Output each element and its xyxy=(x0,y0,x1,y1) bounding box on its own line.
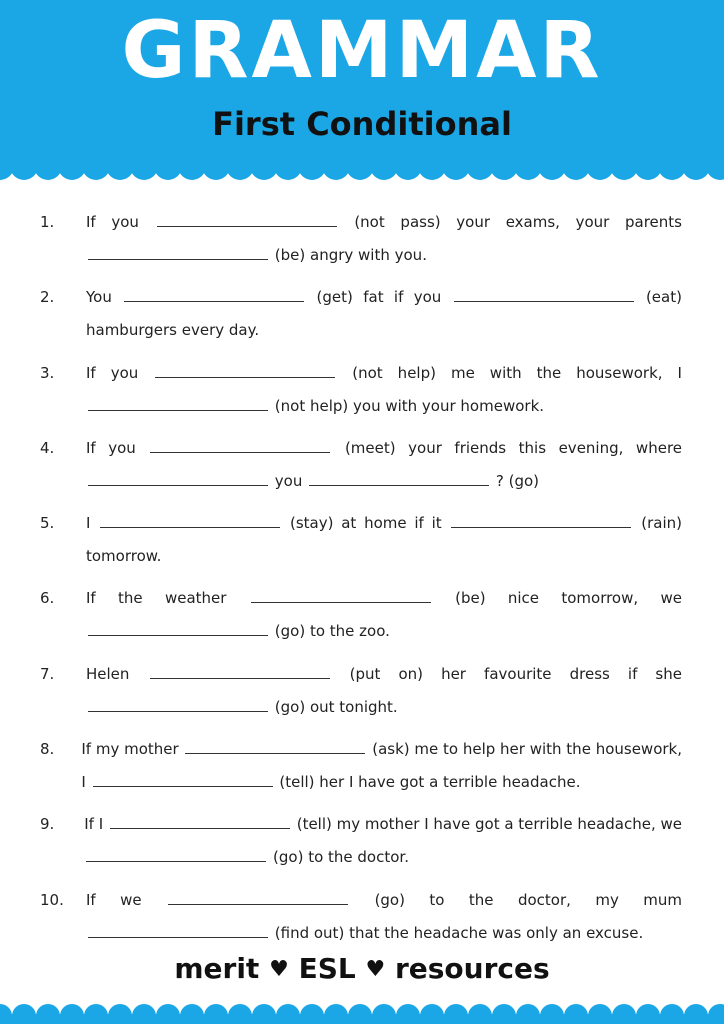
header-scallop xyxy=(346,152,374,180)
bottom-scallop xyxy=(420,1004,444,1024)
header-scallop xyxy=(610,152,638,180)
bottom-scallop xyxy=(276,1004,300,1024)
exercise-number: 3. xyxy=(40,363,55,382)
bottom-scallop xyxy=(204,1004,228,1024)
exercise-text-segment: (find out) that the headache was only an excuse. xyxy=(274,923,644,942)
header-scallop xyxy=(250,152,278,180)
bottom-scallop xyxy=(324,1004,348,1024)
exercise-text-segment: (stay) at home if it xyxy=(290,514,442,533)
exercise-item xyxy=(40,733,682,808)
exercise-text xyxy=(86,281,682,356)
answer-blank[interactable] xyxy=(454,287,634,302)
exercise-text xyxy=(86,582,682,657)
header-scallop xyxy=(274,152,302,180)
exercise-line xyxy=(86,658,682,691)
exercise-line xyxy=(86,540,682,573)
exercise-text-segment: Helen xyxy=(86,664,130,683)
answer-blank[interactable] xyxy=(451,513,631,528)
exercise-text-segment: hamburgers every day. xyxy=(86,321,260,340)
answer-blank[interactable] xyxy=(88,396,268,411)
bottom-wave-border xyxy=(0,1000,724,1024)
exercise-text xyxy=(81,733,682,808)
bottom-scallop xyxy=(108,1004,132,1024)
bottom-scallop xyxy=(708,1004,724,1024)
exercise-line xyxy=(86,432,682,465)
exercise-text xyxy=(86,658,682,733)
exercise-item xyxy=(40,357,682,432)
exercise-text-segment: you xyxy=(274,471,303,490)
answer-blank[interactable] xyxy=(185,739,365,754)
bottom-scallop xyxy=(540,1004,564,1024)
bottom-scallop xyxy=(228,1004,252,1024)
answer-blank[interactable] xyxy=(88,471,268,486)
answer-blank[interactable] xyxy=(88,697,268,712)
exercise-number: 10. xyxy=(40,890,64,909)
header-scallop xyxy=(106,152,134,180)
exercise-line xyxy=(86,314,682,347)
exercise-number: 5. xyxy=(40,514,55,533)
header-scallop xyxy=(682,152,710,180)
header-scallop xyxy=(634,152,662,180)
footer-word-merit: merit xyxy=(174,952,260,985)
exercise-line xyxy=(86,507,682,540)
bottom-scallop xyxy=(588,1004,612,1024)
footer-word-esl: ESL xyxy=(298,952,356,985)
header-scallop xyxy=(34,152,62,180)
exercise-text-segment: (go) out tonight. xyxy=(274,697,398,716)
exercise-line xyxy=(86,281,682,314)
header-scallop xyxy=(490,152,518,180)
header-scallop xyxy=(202,152,230,180)
bottom-scallop xyxy=(36,1004,60,1024)
exercise-item xyxy=(40,206,682,281)
bottom-scallop xyxy=(636,1004,660,1024)
bottom-scallop xyxy=(396,1004,420,1024)
exercise-item xyxy=(40,432,682,507)
exercise-line xyxy=(86,465,682,498)
exercise-text-segment: If you xyxy=(86,213,139,231)
exercise-number: 4. xyxy=(40,438,55,457)
answer-blank[interactable] xyxy=(150,438,330,453)
exercise-line xyxy=(86,582,682,615)
exercise-line xyxy=(86,390,682,423)
answer-blank[interactable] xyxy=(110,814,290,829)
header-scallop xyxy=(178,152,206,180)
exercise-item xyxy=(40,507,682,582)
exercise-text-segment: (be) angry with you. xyxy=(274,246,427,264)
exercise-text-segment: If my mother xyxy=(81,740,179,759)
heart-icon: ♥ xyxy=(365,957,386,982)
bottom-scallop xyxy=(516,1004,540,1024)
exercise-line xyxy=(86,357,682,390)
bottom-scallop xyxy=(684,1004,708,1024)
header-scallop xyxy=(370,152,398,180)
header-scallop xyxy=(130,152,158,180)
bottom-scallop xyxy=(300,1004,324,1024)
exercise-text-segment: If we xyxy=(86,890,142,909)
exercise-number: 9. xyxy=(40,815,55,834)
exercise-line xyxy=(86,917,682,950)
answer-blank[interactable] xyxy=(88,245,268,260)
exercise-line xyxy=(86,206,682,239)
exercise-text-segment: (get) fat if you xyxy=(316,288,442,307)
bottom-scallop xyxy=(468,1004,492,1024)
exercise-item xyxy=(40,281,682,356)
exercise-text-segment: I xyxy=(81,773,86,792)
bottom-scallop xyxy=(0,1004,12,1024)
answer-blank[interactable] xyxy=(124,287,304,302)
exercise-item xyxy=(40,884,682,959)
exercise-text-segment: (meet) your friends this evening, where xyxy=(344,438,683,457)
bottom-scallop xyxy=(612,1004,636,1024)
exercise-line xyxy=(86,615,682,648)
exercise-item xyxy=(40,808,682,883)
exercise-text-segment: ? (go) xyxy=(495,471,540,490)
exercise-line xyxy=(81,733,682,766)
exercise-text-segment: (be) nice tomorrow, we xyxy=(455,589,682,608)
heart-icon: ♥ xyxy=(269,957,289,982)
exercise-text xyxy=(86,884,682,959)
answer-blank[interactable] xyxy=(88,621,268,636)
header-banner xyxy=(0,0,724,186)
exercise-number: 8. xyxy=(40,740,55,759)
header-scallop xyxy=(226,152,254,180)
header-scallop xyxy=(394,152,422,180)
answer-blank[interactable] xyxy=(86,847,266,862)
bottom-scallop xyxy=(348,1004,372,1024)
header-scallop xyxy=(82,152,110,180)
exercise-text-segment: (put on) her favourite dress if she xyxy=(349,664,682,683)
exercise-text-segment: (go) to the doctor. xyxy=(273,848,409,867)
exercise-text-segment: I xyxy=(86,514,91,533)
page-title: GRAMMAR xyxy=(121,6,603,96)
header-scallop xyxy=(322,152,350,180)
exercise-text-segment: (not help) you with your homework. xyxy=(274,396,545,415)
bottom-scallop xyxy=(564,1004,588,1024)
exercise-number: 7. xyxy=(40,664,55,683)
bottom-scallop xyxy=(180,1004,204,1024)
page-subtitle: First Conditional xyxy=(212,105,512,143)
exercise-item xyxy=(40,582,682,657)
answer-blank[interactable] xyxy=(150,664,330,679)
answer-blank[interactable] xyxy=(309,471,489,486)
bottom-scallop xyxy=(84,1004,108,1024)
exercise-text-segment: (go) to the doctor, my mum xyxy=(374,890,682,909)
exercise-number: 6. xyxy=(40,589,55,608)
exercise-text xyxy=(86,206,682,281)
header-scallop xyxy=(442,152,470,180)
bottom-scallop xyxy=(492,1004,516,1024)
header-scallop xyxy=(58,152,86,180)
answer-blank[interactable] xyxy=(168,890,348,905)
answer-blank[interactable] xyxy=(100,513,280,528)
answer-blank[interactable] xyxy=(93,772,273,787)
header-scallop xyxy=(658,152,686,180)
bottom-scallop xyxy=(60,1004,84,1024)
exercise-number: 1. xyxy=(40,213,55,231)
exercise-text-segment: You xyxy=(86,288,112,307)
exercise-text xyxy=(86,507,682,582)
exercise-text-segment: If you xyxy=(86,438,136,457)
bottom-scallop xyxy=(372,1004,396,1024)
exercise-line xyxy=(86,239,682,272)
header-scallop xyxy=(562,152,590,180)
exercise-text-segment: (rain) xyxy=(641,514,682,533)
header-scallop xyxy=(298,152,326,180)
answer-blank[interactable] xyxy=(88,923,268,938)
header-scallop xyxy=(538,152,566,180)
header-scallop xyxy=(10,152,38,180)
exercise-text-segment: If I xyxy=(84,815,104,834)
footer-word-resources: resources xyxy=(394,952,550,985)
exercise-list xyxy=(40,206,682,959)
bottom-scallop xyxy=(252,1004,276,1024)
exercise-text xyxy=(84,808,682,883)
header-scallop xyxy=(514,152,542,180)
answer-blank[interactable] xyxy=(157,212,337,227)
answer-blank[interactable] xyxy=(251,588,431,603)
bottom-scallop xyxy=(156,1004,180,1024)
exercise-text-segment: (tell) her I have got a terrible headache. xyxy=(279,773,581,792)
exercise-text-segment: (not help) me with the housework, I xyxy=(352,363,682,382)
answer-blank[interactable] xyxy=(155,363,335,378)
exercise-line xyxy=(84,808,682,841)
exercise-text-segment: (eat) xyxy=(645,288,682,307)
exercise-item xyxy=(40,658,682,733)
exercise-text-segment: (ask) me to help her with the housework, xyxy=(372,740,682,759)
exercise-text-segment: (not pass) your exams, your parents xyxy=(354,213,682,231)
exercise-number: 2. xyxy=(40,288,55,307)
header-scallop xyxy=(418,152,446,180)
exercise-text xyxy=(86,357,682,432)
exercise-line xyxy=(84,841,682,874)
exercise-text-segment: (tell) my mother I have got a terrible headache, we xyxy=(296,815,682,834)
exercise-text-segment: tomorrow. xyxy=(86,547,162,566)
header-scallop xyxy=(154,152,182,180)
exercise-text-segment: If you xyxy=(86,363,139,382)
exercise-line xyxy=(81,766,682,799)
footer-brand xyxy=(0,952,724,985)
exercise-line xyxy=(86,884,682,917)
bottom-scallop xyxy=(132,1004,156,1024)
header-scallop xyxy=(586,152,614,180)
bottom-scallop xyxy=(12,1004,36,1024)
exercise-line xyxy=(86,691,682,724)
exercise-text-segment: (go) to the zoo. xyxy=(274,622,390,641)
bottom-scallop xyxy=(660,1004,684,1024)
exercise-text-segment: If the weather xyxy=(86,589,227,608)
header-scallop xyxy=(466,152,494,180)
bottom-scallop xyxy=(444,1004,468,1024)
exercise-text xyxy=(86,432,682,507)
